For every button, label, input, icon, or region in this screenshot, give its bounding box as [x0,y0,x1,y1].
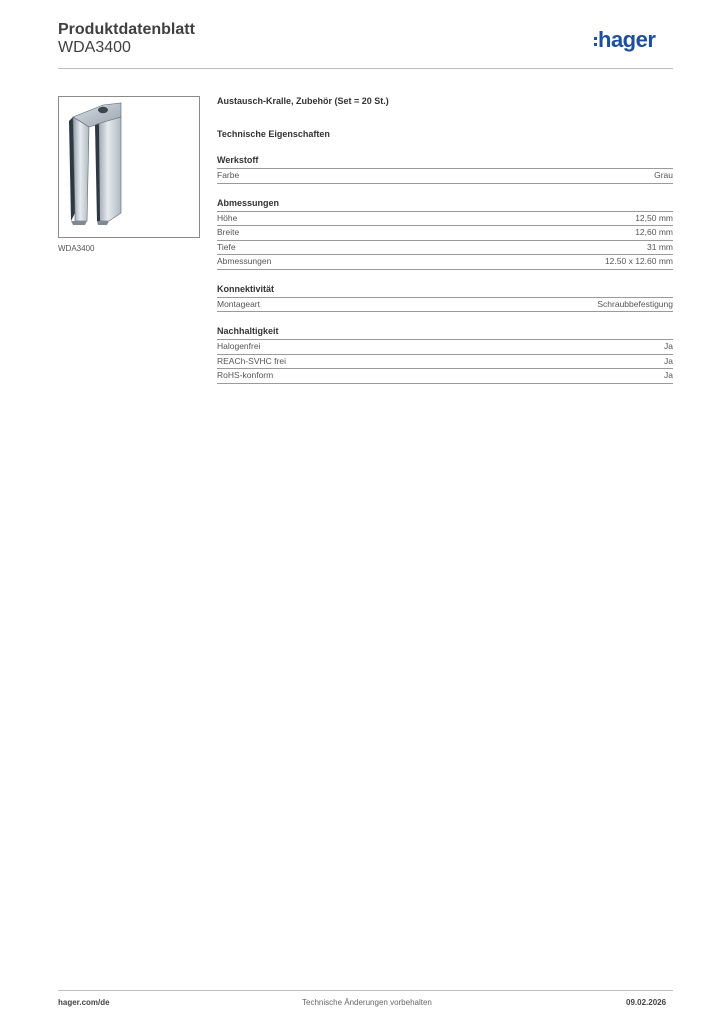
spec-value: Ja [664,370,673,380]
spec-value: Schraubbefestigung [597,298,673,309]
spec-value: 12,50 mm [635,212,673,223]
spec-content [217,96,673,384]
spec-row [217,241,673,256]
spec-group-konnektivitaet [217,284,673,313]
spec-row [217,355,673,370]
logo-dot-lower [594,43,597,46]
spec-value: 12.50 x 12.60 mm [604,256,673,266]
product-code: WDA3400 [58,39,131,56]
spec-label: RoHS-konform [217,370,274,380]
spec-label: Breite [217,227,240,237]
claw-clip-illustration [59,97,199,237]
spec-label: REACh-SVHC frei [217,355,286,366]
spec-group-abmessungen [217,198,673,270]
spec-label: Tiefe [217,241,236,252]
spec-group-title: Werkstoff [217,155,673,169]
section-title: Technische Eigenschaften [217,129,330,139]
spec-label: Höhe [217,212,238,223]
spec-label: Abmessungen [217,256,272,266]
spec-row [217,369,673,384]
hager-logo [594,28,674,56]
spec-row [217,212,673,227]
product-image [58,96,200,238]
spec-label: Halogenfrei [217,341,261,351]
footer-website: hager.com/de [58,998,110,1007]
spec-row [217,340,673,355]
spec-group-nachhaltigkeit [217,326,673,384]
logo-dot-upper [594,37,597,40]
spec-value: Ja [664,341,673,351]
spec-label: Farbe [217,170,240,180]
product-description: Austausch-Kralle, Zubehör (Set = 20 St.) [217,96,389,106]
footer-divider [58,990,673,991]
spec-group-title: Nachhaltigkeit [217,326,673,340]
header-divider [58,68,673,69]
spec-group-title: Abmessungen [217,198,673,212]
spec-row [217,169,673,184]
spec-value: 31 mm [647,241,673,252]
footer-date: 09.02.2026 [626,998,667,1007]
spec-group-werkstoff [217,155,673,184]
page-title: Produktdatenblatt [58,21,195,38]
logo-text: hager [598,27,656,52]
spec-group-title: Konnektivität [217,284,673,298]
footer-notice: Technische Änderungen vorbehalten [302,998,432,1007]
spec-row [217,298,673,313]
image-caption: WDA3400 [58,244,95,253]
spec-value: Ja [664,355,673,366]
spec-label: Montageart [217,298,260,309]
spec-row [217,255,673,270]
spec-row [217,226,673,241]
spec-value: 12,60 mm [635,227,673,237]
spec-value: Grau [654,170,673,180]
